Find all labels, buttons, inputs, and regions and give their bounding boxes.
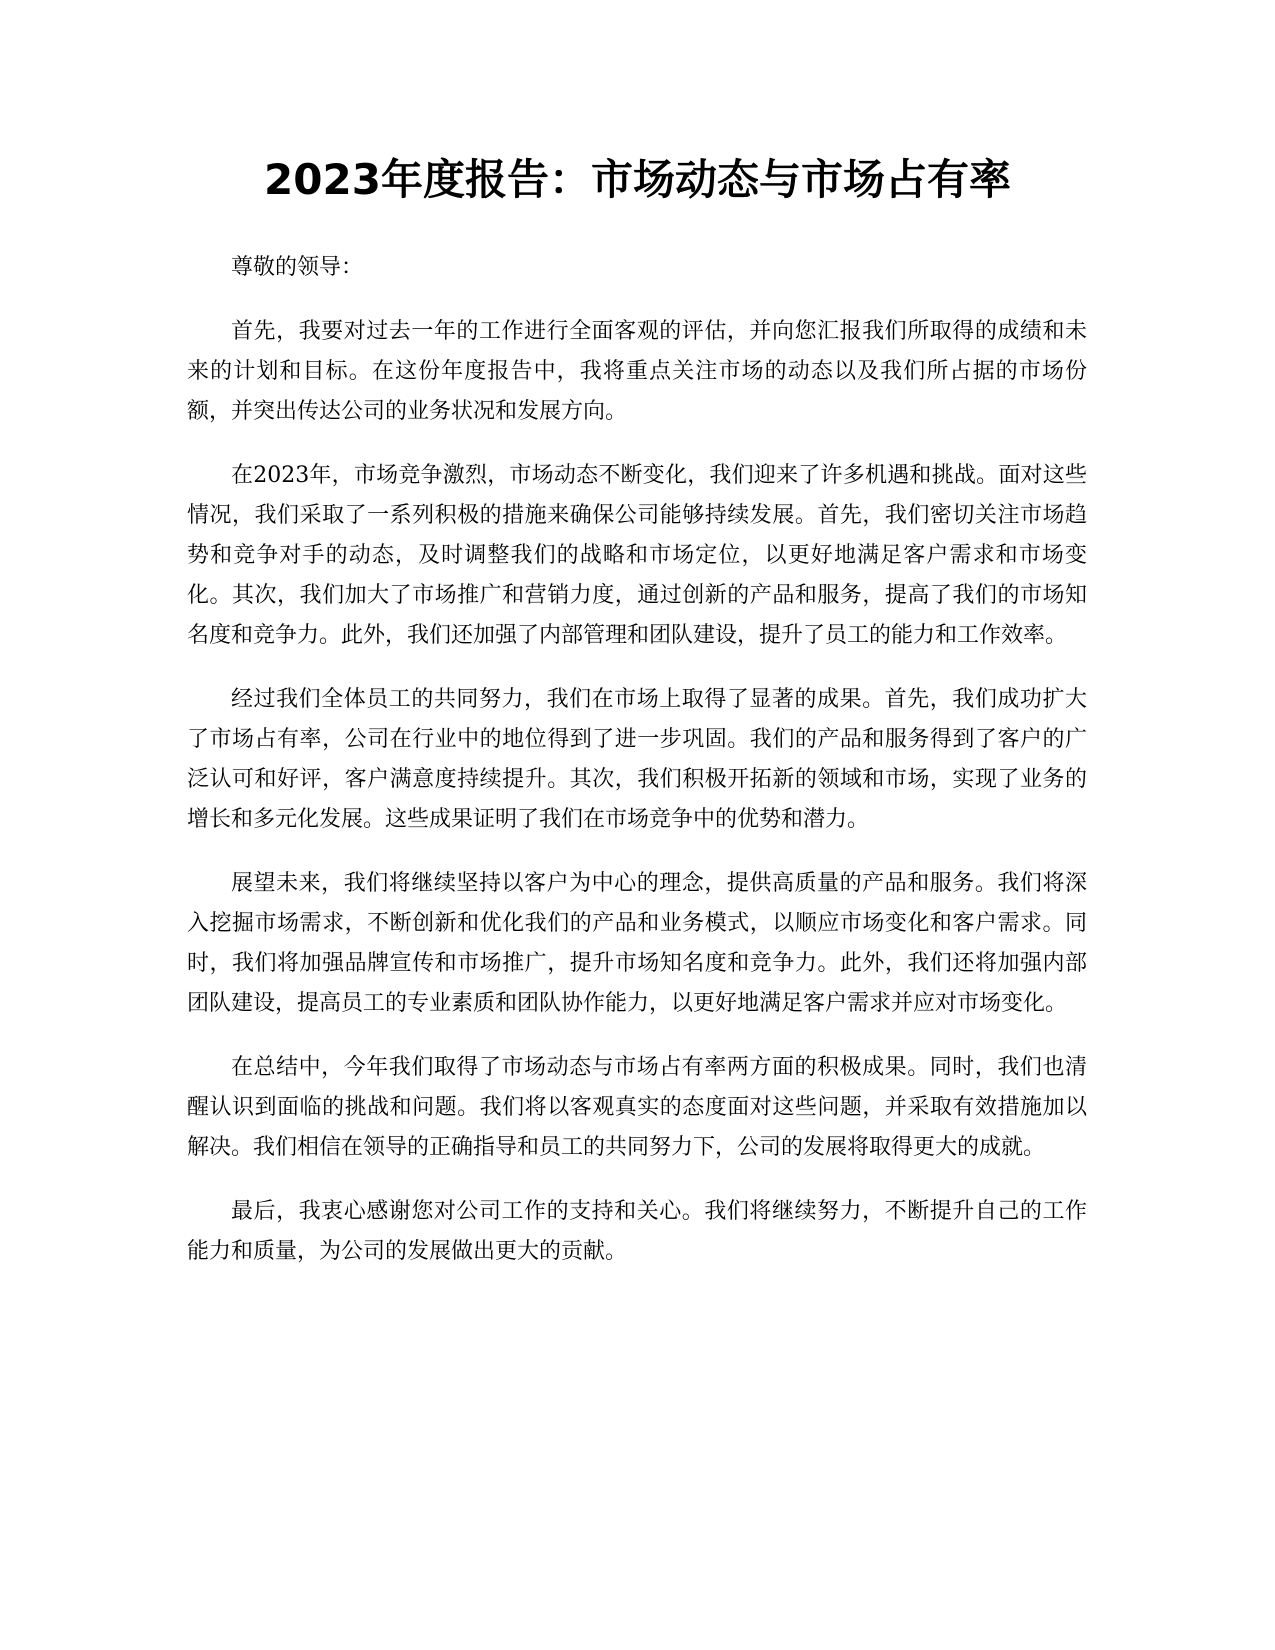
body-paragraph: 在总结中，今年我们取得了市场动态与市场占有率两方面的积极成果。同时，我们也清醒认识到面临的挑战和问题。我们将以客观真实的态度面对这些问题，并采取有效措施加以解决。我们相信在领导的正确指导和员工的共同努力下，公司的发展将取得更大的成就。	[187, 1055, 1087, 1160]
body-paragraph: 最后，我衷心感谢您对公司工作的支持和关心。我们将继续努力，不断提升自己的工作能力和质量，为公司的发展做出更大的贡献。	[187, 1199, 1087, 1264]
body-paragraph: 在2023年，市场竞争激烈，市场动态不断变化，我们迎来了许多机遇和挑战。面对这些情况，我们采取了一系列积极的措施来确保公司能够持续发展。首先，我们密切关注市场趋势和竞争对手的动态，及时调整我们的战略和市场定位，以更好地满足客户需求和市场变化。其次，我们加大了市场推广和营销力度，通过创新的产品和服务，提高了我们的市场知名度和竞争力。此外，我们还加强了内部管理和团队建设，提升了员工的能力和工作效率。	[187, 463, 1087, 648]
body-paragraph: 展望未来，我们将继续坚持以客户为中心的理念，提供高质量的产品和服务。我们将深入挖掘市场需求，不断创新和优化我们的产品和业务模式，以顺应市场变化和客户需求。同时，我们将加强品牌宣传和市场推广，提升市场知名度和竞争力。此外，我们还将加强内部团队建设，提高员工的专业素质和团队协作能力，以更好地满足客户需求并应对市场变化。	[187, 871, 1087, 1016]
document-title: 2023年度报告：市场动态与市场占有率	[264, 155, 1011, 204]
body-paragraph: 首先，我要对过去一年的工作进行全面客观的评估，并向您汇报我们所取得的成绩和未来的计划和目标。在这份年度报告中，我将重点关注市场的动态以及我们所占据的市场份额，并突出传达公司的业务状况和发展方向。	[187, 319, 1087, 424]
salutation: 尊敬的领导：	[231, 255, 364, 280]
document-body	[187, 248, 1087, 1296]
body-paragraph: 经过我们全体员工的共同努力，我们在市场上取得了显著的成果。首先，我们成功扩大了市场占有率，公司在行业中的地位得到了进一步巩固。我们的产品和服务得到了客户的广泛认可和好评，客户满意度持续提升。其次，我们积极开拓新的领域和市场，实现了业务的增长和多元化发展。这些成果证明了我们在市场竞争中的优势和潜力。	[187, 687, 1087, 832]
